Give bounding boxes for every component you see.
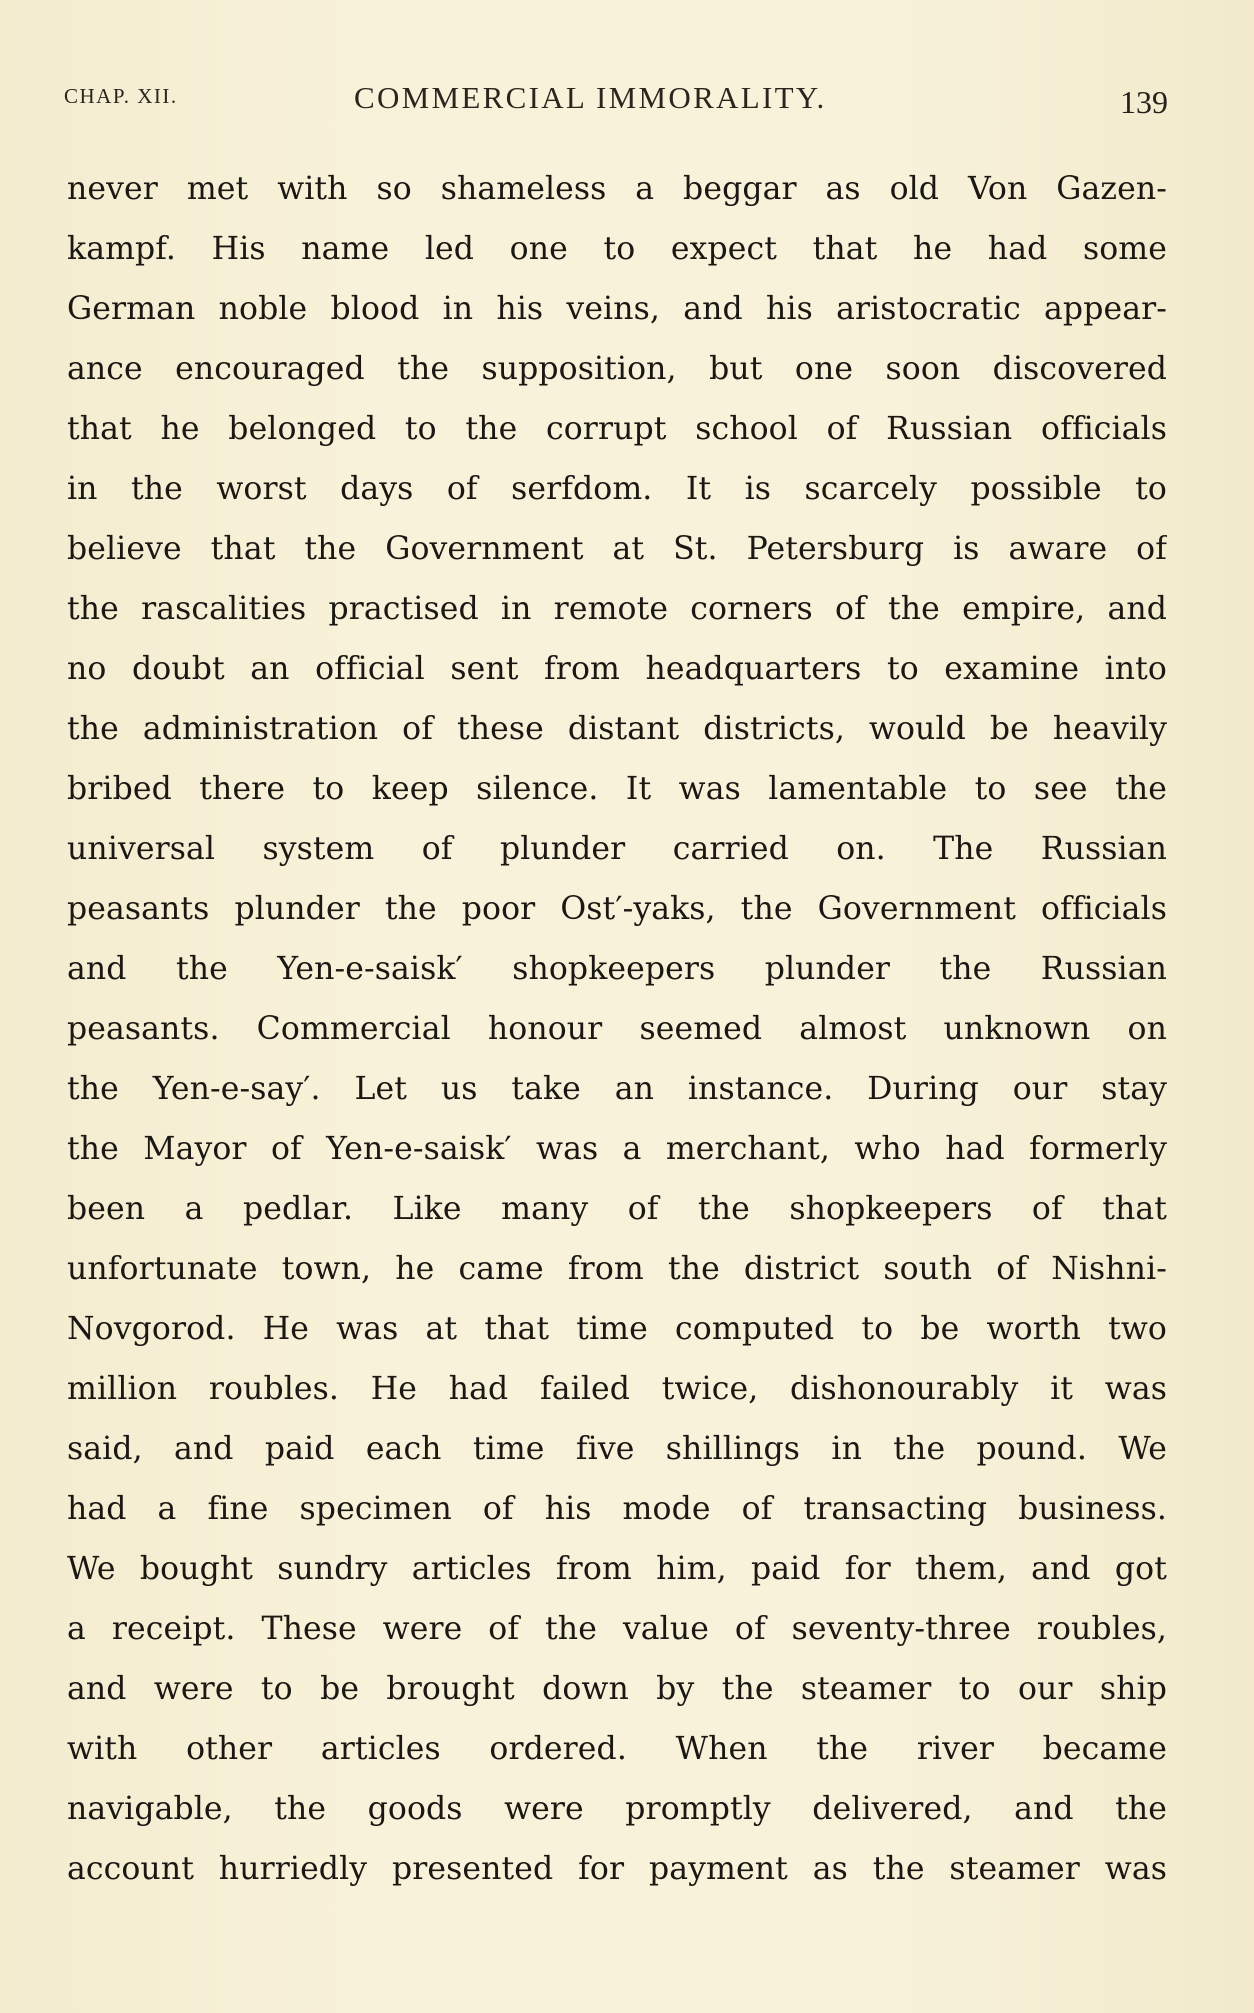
page-number: 139	[1120, 84, 1168, 120]
text-line: the rascalities practised in remote corners of the empire, and	[67, 591, 1167, 627]
text-line: believe that the Government at St. Petersburg is aware of	[67, 531, 1167, 567]
text-line: never met with so shameless a beggar as old Von Gazen-	[67, 171, 1167, 207]
text-line: We bought sundry articles from him, paid for them, and got	[67, 1551, 1167, 1587]
text-line: with other articles ordered. When the river became	[67, 1731, 1167, 1767]
text-line: the Yen-e-say′. Let us take an instance. During our stay	[67, 1071, 1167, 1107]
text-line: bribed there to keep silence. It was lamentable to see the	[67, 771, 1167, 807]
text-line: and the Yen-e-saisk′ shopkeepers plunder the Russian	[67, 951, 1167, 987]
text-line: account hurriedly presented for payment as the steamer was	[67, 1851, 1167, 1887]
running-header	[64, 78, 1172, 128]
text-line: German noble blood in his veins, and his aristocratic appear-	[67, 291, 1167, 327]
text-line: the administration of these distant districts, would be heavily	[67, 711, 1167, 747]
text-line: and were to be brought down by the steamer to our ship	[67, 1671, 1167, 1707]
text-line: universal system of plunder carried on. The Russian	[67, 831, 1167, 867]
text-line: that he belonged to the corrupt school of Russian officials	[67, 411, 1167, 447]
text-line: had a fine specimen of his mode of transacting business.	[67, 1491, 1167, 1527]
chapter-label: CHAP. XII.	[64, 84, 178, 108]
text-line: Novgorod. He was at that time computed to be worth two	[67, 1311, 1167, 1347]
text-line: ance encouraged the supposition, but one soon discovered	[67, 351, 1167, 387]
text-line: been a pedlar. Like many of the shopkeepers of that	[67, 1191, 1167, 1227]
text-line: no doubt an official sent from headquarters to examine into	[67, 651, 1167, 687]
text-line: million roubles. He had failed twice, dishonourably it was	[67, 1371, 1167, 1407]
text-line: navigable, the goods were promptly delivered, and the	[67, 1791, 1167, 1827]
text-line: in the worst days of serfdom. It is scarcely possible to	[67, 471, 1167, 507]
text-line: peasants. Commercial honour seemed almost unknown on	[67, 1011, 1167, 1047]
body-text	[67, 159, 1167, 1899]
running-title: COMMERCIAL IMMORALITY.	[354, 80, 827, 115]
text-line: the Mayor of Yen-e-saisk′ was a merchant, who had formerly	[67, 1131, 1167, 1167]
text-line: kampf. His name led one to expect that he had some	[67, 231, 1167, 267]
text-line: peasants plunder the poor Ost′-yaks, the Government officials	[67, 891, 1167, 927]
text-line: said, and paid each time five shillings in the pound. We	[67, 1431, 1167, 1467]
text-line: unfortunate town, he came from the district south of Nishni-	[67, 1251, 1167, 1287]
text-line: a receipt. These were of the value of seventy-three roubles,	[67, 1611, 1167, 1647]
